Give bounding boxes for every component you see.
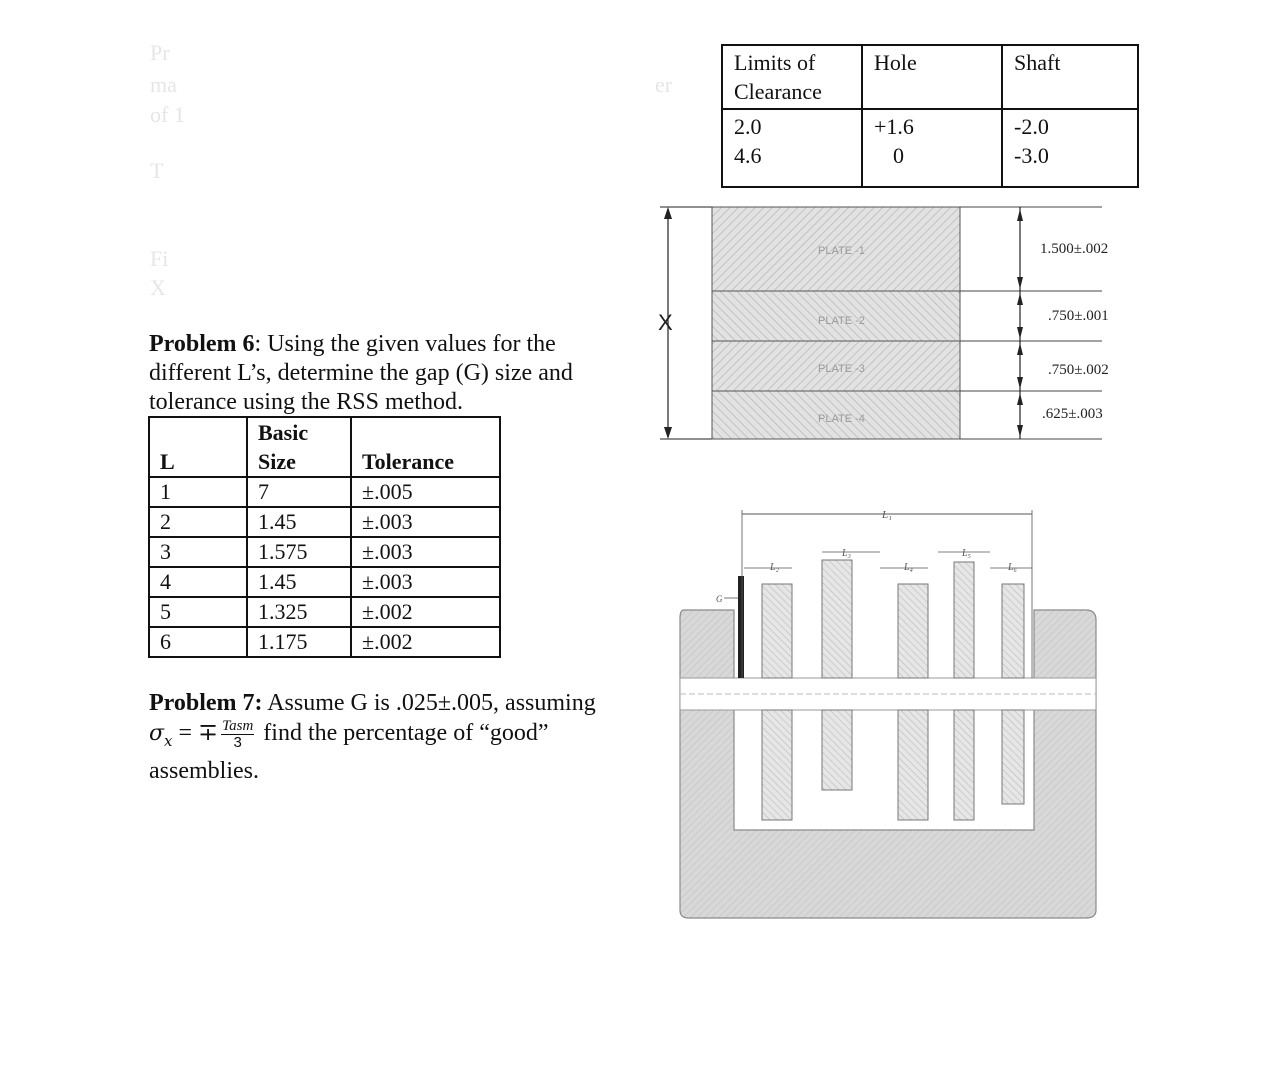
l-table-header-row bbox=[149, 417, 500, 477]
l-cell: 3 bbox=[149, 537, 247, 567]
l-column-header: L bbox=[149, 417, 247, 477]
shaft-lower: -3.0 bbox=[1014, 143, 1049, 168]
l1-label: L₁ bbox=[882, 509, 892, 521]
size-cell: 7 bbox=[247, 477, 351, 507]
size-header-word: Size bbox=[258, 449, 296, 474]
problem-7-title: Problem 7: bbox=[149, 690, 263, 716]
arrow-down-icon bbox=[664, 427, 672, 439]
problem-6-text bbox=[149, 330, 629, 417]
hole-upper: +1.6 bbox=[874, 114, 914, 139]
size-cell: 1.325 bbox=[247, 597, 351, 627]
faded-text: Pr bbox=[150, 40, 170, 65]
limits-of-clearance-header bbox=[722, 45, 862, 109]
gap-washer bbox=[738, 576, 744, 678]
problem-6-title: Problem 6 bbox=[149, 331, 255, 357]
tolerance-cell: ±.002 bbox=[351, 627, 500, 657]
faded-text: of 1 bbox=[150, 102, 185, 127]
faded-text: ma bbox=[150, 72, 177, 97]
tolerance-cell: ±.005 bbox=[351, 477, 500, 507]
tolerance-cell: ±.003 bbox=[351, 507, 500, 537]
l5-label: L₅ bbox=[962, 548, 972, 559]
l4-label: L₄ bbox=[904, 562, 914, 573]
tolerance-header: Tolerance bbox=[351, 417, 500, 477]
plate-4-label: PLATE -4 bbox=[818, 413, 865, 425]
hole-lower: 0 bbox=[893, 143, 904, 168]
clearance-table-header-row bbox=[722, 45, 1138, 109]
basic-size-header bbox=[247, 417, 351, 477]
basic-header-word: Basic bbox=[258, 420, 309, 445]
problem-7-line-3: assemblies. bbox=[149, 757, 259, 784]
problem-7-text bbox=[149, 688, 629, 786]
faded-text: T bbox=[150, 158, 164, 183]
fraction-denominator: 3 bbox=[233, 734, 242, 751]
l3-label: L₃ bbox=[842, 548, 852, 559]
fraction-numerator: Tasm bbox=[222, 718, 254, 734]
clearance-max: 4.6 bbox=[734, 143, 762, 168]
faded-text: X bbox=[150, 275, 166, 300]
part-l3 bbox=[822, 560, 852, 678]
header-clearance: Clearance bbox=[734, 79, 822, 104]
shaft-values bbox=[1002, 109, 1138, 187]
l-cell: 2 bbox=[149, 507, 247, 537]
l-cell: 6 bbox=[149, 627, 247, 657]
hole-values bbox=[862, 109, 1002, 187]
plate-4-dimension: .625±.003 bbox=[1042, 406, 1103, 422]
size-cell: 1.175 bbox=[247, 627, 351, 657]
part-l6 bbox=[1002, 584, 1024, 678]
l2-label: L₂ bbox=[770, 562, 780, 573]
table-row bbox=[149, 507, 500, 537]
plate-1-dimension: 1.500±.002 bbox=[1040, 241, 1109, 257]
tolerance-cell: ±.003 bbox=[351, 537, 500, 567]
plates-diagram bbox=[640, 195, 1160, 450]
header-limits: Limits of bbox=[734, 50, 816, 75]
part-l4 bbox=[898, 584, 928, 678]
equals-sign: = ∓ bbox=[172, 720, 219, 747]
part-l5 bbox=[954, 562, 974, 678]
tolerance-cell: ±.002 bbox=[351, 597, 500, 627]
sigma-symbol: σ bbox=[149, 721, 165, 747]
l-cell: 1 bbox=[149, 477, 247, 507]
table-row bbox=[149, 567, 500, 597]
table-row bbox=[149, 597, 500, 627]
part-l2 bbox=[762, 584, 792, 678]
l-values-table bbox=[148, 416, 501, 658]
l-cell: 4 bbox=[149, 567, 247, 597]
shaft-header: Shaft bbox=[1002, 45, 1138, 109]
table-row bbox=[149, 627, 500, 657]
plate-3-dimension: .750±.002 bbox=[1048, 362, 1109, 378]
x-label: X bbox=[658, 310, 673, 335]
size-cell: 1.575 bbox=[247, 537, 351, 567]
faded-text: er bbox=[655, 72, 673, 97]
clearance-min: 2.0 bbox=[734, 114, 762, 139]
plate-2-dimension: .750±.001 bbox=[1048, 308, 1109, 324]
plate-3-label: PLATE -3 bbox=[818, 363, 865, 375]
clearance-values bbox=[722, 109, 862, 187]
l-cell: 5 bbox=[149, 597, 247, 627]
arrow-up-icon bbox=[664, 207, 672, 219]
size-cell: 1.45 bbox=[247, 507, 351, 537]
table-row bbox=[149, 477, 500, 507]
shaft-upper: -2.0 bbox=[1014, 114, 1049, 139]
problem-7-line-2: find the percentage of “good” bbox=[257, 720, 549, 747]
size-cell: 1.45 bbox=[247, 567, 351, 597]
plate-1-label: PLATE -1 bbox=[818, 245, 865, 257]
table-row bbox=[722, 109, 1138, 187]
hole-header: Hole bbox=[862, 45, 1002, 109]
faded-text: Fi bbox=[150, 246, 169, 271]
problem-6-body: : Using the given values for the different L’s, determine the gap (G) size and tolerance using the RSS method. bbox=[149, 331, 573, 415]
assembly-diagram bbox=[676, 500, 1100, 922]
plate-2-label: PLATE -2 bbox=[818, 315, 865, 327]
l6-label: L₆ bbox=[1008, 562, 1018, 573]
sigma-subscript: x bbox=[164, 731, 173, 750]
problem-7-line-1: Assume G is .025±.005, assuming bbox=[262, 690, 596, 716]
tolerance-cell: ±.003 bbox=[351, 567, 500, 597]
tasm-fraction bbox=[221, 718, 254, 751]
g-label: G bbox=[716, 594, 723, 604]
table-row bbox=[149, 537, 500, 567]
clearance-table bbox=[721, 44, 1139, 188]
